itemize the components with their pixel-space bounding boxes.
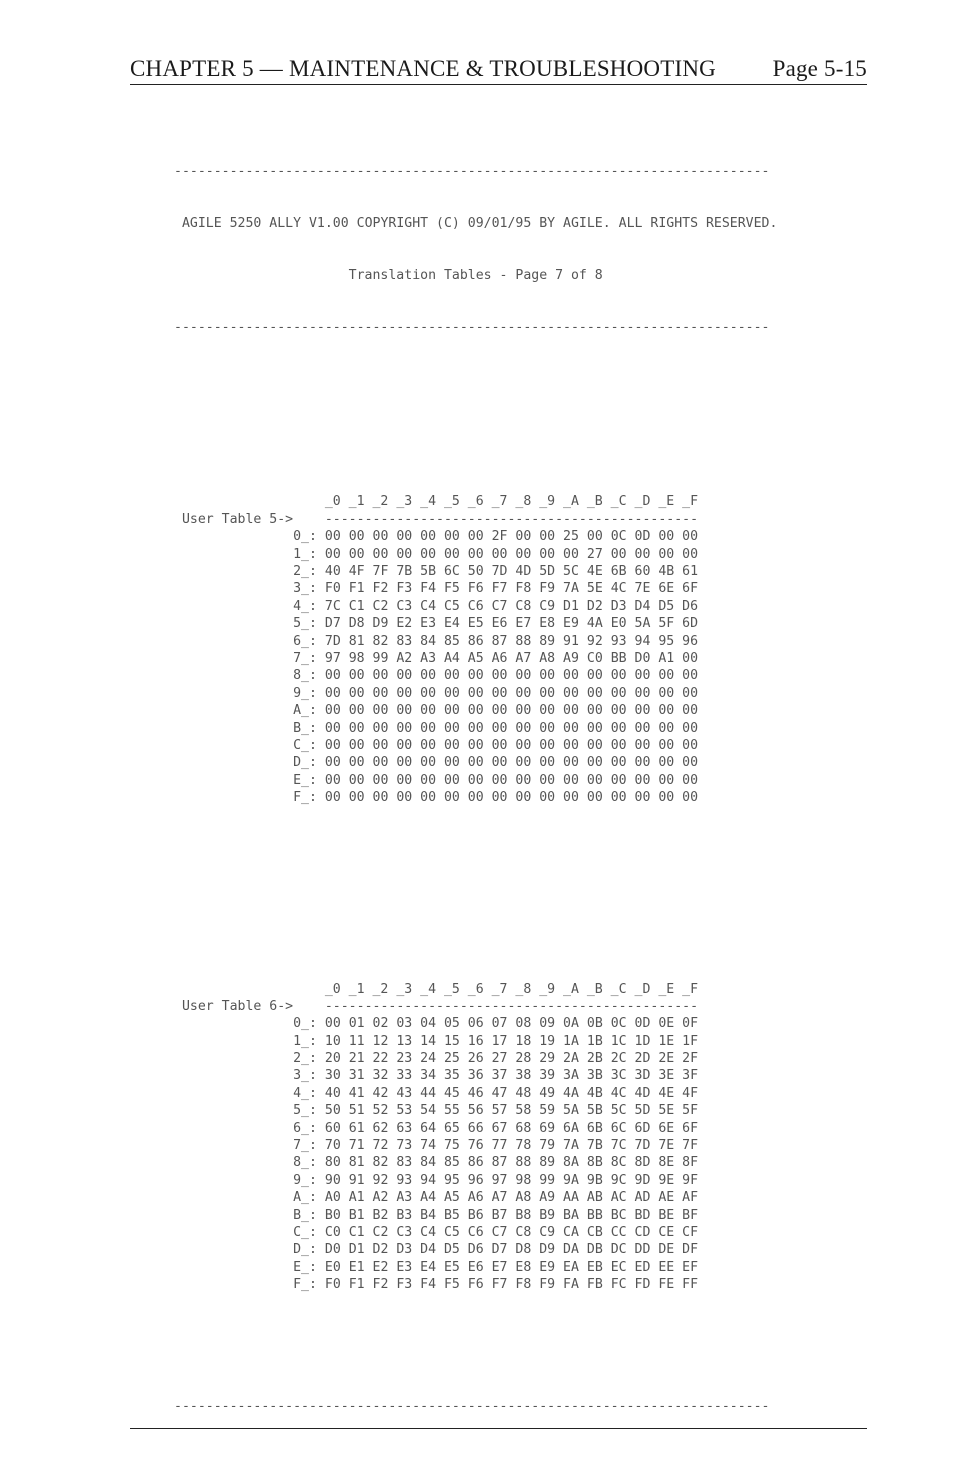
row-key: 7_: — [293, 1138, 317, 1154]
table-row — [174, 1120, 777, 1137]
row-values: B0 B1 B2 B3 B4 B5 B6 B7 B8 B9 BA BB BC BD BE BF — [324, 1207, 699, 1223]
row-values: 50 51 52 53 54 55 56 57 58 59 5A 5B 5C 5D 5E 5F — [324, 1103, 699, 1119]
subtitle-line: Translation Tables - Page 7 of 8 — [348, 268, 603, 284]
row-key: 2_: — [293, 564, 317, 579]
row-key: A_: — [293, 703, 317, 719]
row-values: 10 11 12 13 14 15 16 17 18 19 1A 1B 1C 1D 1E 1F — [324, 1033, 699, 1049]
row-key: 9_: — [293, 685, 317, 701]
row-values: 40 41 42 43 44 45 46 47 48 49 4A 4B 4C 4D 4E 4F — [324, 1085, 699, 1101]
row-key: 6_: — [293, 1120, 317, 1136]
table-row — [174, 772, 777, 789]
row-values: 20 21 22 23 24 25 26 27 28 29 2A 2B 2C 2D 2E 2F — [324, 1051, 699, 1067]
row-key: 9_: — [293, 1172, 317, 1188]
row-values: D7 D8 D9 E2 E3 E4 E5 E6 E7 E8 E9 4A E0 5A 5F 6D — [324, 616, 699, 632]
table-row — [174, 1189, 777, 1206]
row-key: 3_: — [293, 581, 317, 597]
table-row — [174, 1137, 777, 1154]
row-key: 0_: — [293, 1016, 317, 1032]
column-header: _0 _1 _2 _3 _4 _5 _6 _7 _8 _9 _A _B _C _D _E _F — [324, 494, 699, 510]
row-values: C0 C1 C2 C3 C4 C5 C6 C7 C8 C9 CA CB CC CD CE CF — [324, 1224, 699, 1240]
row-key: 4_: — [293, 1085, 317, 1101]
table-label-line: User Table 5-> ----------------------------------------------- — [181, 511, 699, 527]
row-key: 8_: — [293, 1155, 317, 1171]
row-key: 7_: — [293, 650, 317, 666]
table-row — [174, 1067, 777, 1084]
table-row — [174, 1050, 777, 1067]
row-values: 00 00 00 00 00 00 00 00 00 00 00 00 00 00 00 00 — [324, 755, 699, 771]
row-values: 90 91 92 93 94 95 96 97 98 99 9A 9B 9C 9D 9E 9F — [324, 1172, 699, 1188]
row-values: E0 E1 E2 E3 E4 E5 E6 E7 E8 E9 EA EB EC ED EE EF — [324, 1259, 699, 1275]
row-key: A_: — [293, 1190, 317, 1206]
chapter-title: CHAPTER 5 — MAINTENANCE & TROUBLESHOOTING — [130, 56, 716, 81]
row-values: 00 00 00 00 00 00 00 00 00 00 00 00 00 00 00 00 — [324, 685, 699, 701]
column-header: _0 _1 _2 _3 _4 _5 _6 _7 _8 _9 _A _B _C _D _E _F — [324, 981, 699, 997]
row-values: 7C C1 C2 C3 C4 C5 C6 C7 C8 C9 D1 D2 D3 D4 D5 D6 — [324, 598, 699, 614]
user-table-6 — [174, 981, 777, 1294]
row-key: 3_: — [293, 1068, 317, 1084]
row-values: 7D 81 82 83 84 85 86 87 88 89 91 92 93 94 95 96 — [324, 633, 699, 649]
row-values: 00 00 00 00 00 00 00 00 00 00 00 00 00 00 00 00 — [324, 668, 699, 684]
row-key: 1_: — [293, 546, 317, 562]
row-key: D_: — [293, 1242, 317, 1258]
table-row — [174, 633, 777, 650]
table-row — [174, 563, 777, 580]
table-row — [174, 1085, 777, 1102]
row-values: 80 81 82 83 84 85 86 87 88 89 8A 8B 8C 8D 8E 8F — [324, 1155, 699, 1171]
row-values: 00 00 00 00 00 00 00 00 00 00 00 00 00 00 00 00 — [324, 790, 699, 806]
top-rule: --------------------------------------------------------------------------- — [174, 163, 770, 179]
table-row — [174, 754, 777, 771]
row-key: B_: — [293, 720, 317, 736]
header-rule: --------------------------------------------------------------------------- — [174, 320, 770, 336]
table-row — [174, 1276, 777, 1293]
table-row — [174, 1259, 777, 1276]
table-row — [174, 615, 777, 632]
page-number: Page 5-15 — [772, 56, 867, 81]
row-key: C_: — [293, 737, 317, 753]
row-values: 00 00 00 00 00 00 00 00 00 00 00 00 00 00 00 00 — [324, 772, 699, 788]
row-key: B_: — [293, 1207, 317, 1223]
page-header — [130, 56, 867, 85]
row-values: 00 01 02 03 04 05 06 07 08 09 0A 0B 0C 0D 0E 0F — [324, 1016, 699, 1032]
row-key: D_: — [293, 755, 317, 771]
row-values: F0 F1 F2 F3 F4 F5 F6 F7 F8 F9 7A 5E 4C 7E 6E 6F — [324, 581, 699, 597]
table-row — [174, 667, 777, 684]
table-row — [174, 1224, 777, 1241]
table-row — [174, 1207, 777, 1224]
row-values: 60 61 62 63 64 65 66 67 68 69 6A 6B 6C 6D 6E 6F — [324, 1120, 699, 1136]
bottom-rule: --------------------------------------------------------------------------- — [174, 1398, 770, 1414]
row-key: 6_: — [293, 633, 317, 649]
table-row — [174, 720, 777, 737]
copyright-line: AGILE 5250 ALLY V1.00 COPYRIGHT (C) 09/01/95 BY AGILE. ALL RIGHTS RESERVED. — [181, 216, 778, 232]
row-values: 30 31 32 33 34 35 36 37 38 39 3A 3B 3C 3D 3E 3F — [324, 1068, 699, 1084]
row-key: 8_: — [293, 668, 317, 684]
footer-rule — [130, 1428, 867, 1429]
row-values: D0 D1 D2 D3 D4 D5 D6 D7 D8 D9 DA DB DC DD DE DF — [324, 1242, 699, 1258]
user-table-5 — [174, 493, 777, 806]
row-values: 00 00 00 00 00 00 00 00 00 00 00 00 00 00 00 00 — [324, 720, 699, 736]
table-row — [174, 737, 777, 754]
table-row — [174, 546, 777, 563]
row-values: 00 00 00 00 00 00 00 00 00 00 00 00 00 00 00 00 — [324, 737, 699, 753]
row-key: 1_: — [293, 1033, 317, 1049]
table-row — [174, 650, 777, 667]
table-row — [174, 1154, 777, 1171]
row-key: 5_: — [293, 616, 317, 632]
table-row — [174, 580, 777, 597]
table-row — [174, 1241, 777, 1258]
row-values: F0 F1 F2 F3 F4 F5 F6 F7 F8 F9 FA FB FC FD FE FF — [324, 1277, 699, 1293]
table-row — [174, 789, 777, 806]
row-values: 70 71 72 73 74 75 76 77 78 79 7A 7B 7C 7D 7E 7F — [324, 1138, 699, 1154]
row-values: 00 00 00 00 00 00 00 2F 00 00 25 00 0C 0D 00 00 — [324, 529, 699, 545]
row-key: 4_: — [293, 598, 317, 614]
table-label-line: User Table 6-> ----------------------------------------------- — [181, 998, 699, 1014]
row-values: 00 00 00 00 00 00 00 00 00 00 00 00 00 00 00 00 — [324, 703, 699, 719]
table-label: User Table 6-> — [181, 998, 294, 1014]
table-label: User Table 5-> — [181, 511, 294, 527]
table-row — [174, 702, 777, 719]
row-values: 40 4F 7F 7B 5B 6C 50 7D 4D 5D 5C 4E 6B 60 4B 61 — [324, 564, 699, 579]
row-values: A0 A1 A2 A3 A4 A5 A6 A7 A8 A9 AA AB AC AD AE AF — [324, 1190, 699, 1206]
table-row — [174, 1172, 777, 1189]
table-row — [174, 528, 777, 545]
row-values: 00 00 00 00 00 00 00 00 00 00 00 27 00 00 00 00 — [324, 546, 699, 562]
row-key: E_: — [293, 1259, 317, 1275]
table-row — [174, 1015, 777, 1032]
translation-table-printout — [174, 128, 777, 1433]
table-row — [174, 598, 777, 615]
table-row — [174, 685, 777, 702]
row-key: 5_: — [293, 1103, 317, 1119]
row-values: 97 98 99 A2 A3 A4 A5 A6 A7 A8 A9 C0 BB D0 A1 00 — [324, 650, 699, 666]
table-row — [174, 1102, 777, 1119]
row-key: F_: — [293, 1277, 317, 1293]
row-key: 0_: — [293, 529, 317, 545]
table-row — [174, 1033, 777, 1050]
row-key: F_: — [293, 790, 317, 806]
row-key: 2_: — [293, 1051, 317, 1067]
row-key: E_: — [293, 772, 317, 788]
row-key: C_: — [293, 1224, 317, 1240]
